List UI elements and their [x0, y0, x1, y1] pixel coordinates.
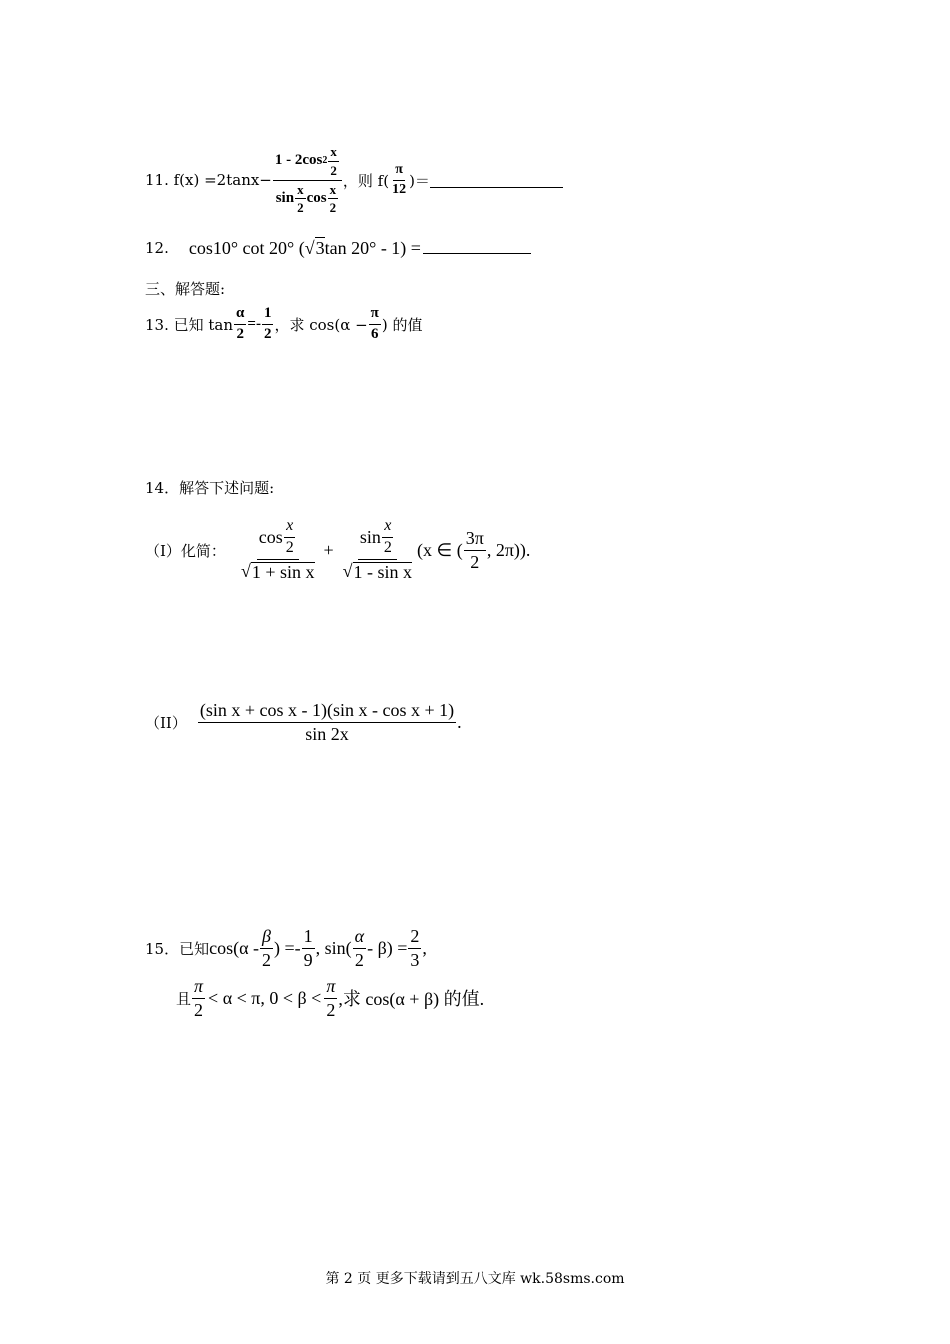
question-12 — [145, 230, 531, 266]
q15-pi-2: π — [324, 977, 337, 999]
q14-p1-label: （I）化简： — [145, 541, 226, 560]
q15-two-e: 2 — [326, 999, 336, 1020]
q15-alpha-fraction — [353, 927, 366, 970]
q14-p2-fraction — [198, 701, 456, 744]
q15-ninth-fraction — [302, 927, 315, 970]
q14-p1-sin: sin — [359, 527, 381, 548]
q14-p2-label: （II） — [145, 713, 187, 732]
q12-answer-blank — [423, 243, 531, 254]
q14-p1-den1: 1 + sin x — [251, 561, 315, 582]
q13-end: ) 的值 — [381, 315, 423, 334]
q14-p1-frac2 — [341, 518, 414, 581]
q11-prefix: 11. f(x) =2tanx− — [145, 171, 272, 189]
q14-p2-den: sin 2x — [305, 723, 349, 744]
q14-p2-num: (sin x + cos x - 1)(sin x - cos x + 1) — [198, 701, 456, 723]
q15-pi-half-fraction-1 — [192, 977, 205, 1020]
q13-two-a: 2 — [236, 325, 244, 342]
q15-pi-1: π — [192, 977, 205, 999]
q11-end: )＝ — [409, 171, 430, 190]
q11-twelve: 12 — [392, 181, 407, 197]
q14-p2-end: . — [457, 711, 462, 732]
q15-sin-open: , sin( — [315, 937, 352, 958]
q11-den-x1: x — [295, 183, 306, 200]
q12-sqrt-sign: √ — [304, 237, 315, 258]
q14-p1-cos: cos — [258, 527, 283, 548]
q11-arg-fraction — [390, 163, 408, 197]
q14-p1-two1: 2 — [285, 539, 294, 557]
q15-beta: β — [260, 927, 273, 949]
q13-mid: =- — [247, 315, 261, 332]
question-14-title: 14．解答下述问题: — [145, 479, 275, 497]
q15-nine: 9 — [303, 949, 313, 970]
q14-p1-domain-a: (x ∈ ( — [417, 539, 463, 560]
q11-num-x: x — [328, 145, 339, 162]
q13-pi-fraction — [369, 306, 381, 343]
q13-half-fraction — [262, 306, 274, 343]
q15-alpha: α — [353, 927, 366, 949]
q15-one: 1 — [302, 927, 315, 949]
q14-p1-two2: 2 — [383, 539, 392, 557]
q15-two-d: 2 — [194, 999, 204, 1020]
page-footer: 第 2 页 更多下载请到五八文库 wk.58sms.com — [325, 1271, 625, 1287]
q15-line2-b: < α < π, 0 < β < — [208, 987, 322, 1008]
q14-p1-x2: x — [382, 518, 393, 538]
q11-answer-blank — [430, 173, 563, 188]
question-14-part-2 — [145, 697, 462, 747]
q12-sqrt-value: 3 — [315, 238, 325, 258]
q11-den-x2: x — [328, 183, 339, 200]
q14-p1-sqrt1-sign: √ — [240, 561, 251, 582]
q15-line2-a: 且 — [176, 989, 192, 1008]
q12-expr-a: cos10° cot 20° ( — [188, 237, 305, 258]
q14-p1-3pi: 3π — [464, 529, 486, 551]
q15-three: 3 — [410, 949, 420, 970]
question-15-line-2 — [176, 972, 484, 1024]
q11-num-main: 1 - 2cos — [274, 152, 323, 169]
q11-pi: π — [393, 163, 405, 181]
q14-p1-x1: x — [284, 518, 295, 538]
q15-two-c: 2 — [408, 927, 421, 949]
q13-prefix: 13. 已知 tan — [145, 315, 234, 334]
q14-p1-domain-b: , 2π)). — [486, 539, 531, 560]
q11-mid: ，则 f( — [342, 171, 390, 190]
q13-mid2: ，求 cos(α − — [274, 315, 368, 334]
q13-pi: π — [369, 306, 381, 325]
q13-alpha-fraction — [234, 306, 246, 343]
q11-num-two: 2 — [330, 162, 337, 178]
q15-cos-open: cos(α - — [209, 937, 260, 958]
q15-two-thirds-fraction — [408, 927, 421, 970]
q15-two-b: 2 — [354, 949, 364, 970]
q13-two-b: 2 — [263, 325, 272, 342]
q11-den-sin: sin — [275, 189, 295, 206]
q11-fraction — [273, 145, 342, 215]
q15-label: 15．已知 — [145, 939, 210, 958]
q11-den-cos: cos — [306, 189, 327, 206]
q15-beta-fraction — [260, 927, 273, 970]
q15-two-a: 2 — [262, 949, 272, 970]
q14-p1-two3: 2 — [470, 551, 480, 572]
q15-line2-c: ,求 cos(α + β) 的值. — [338, 989, 485, 1009]
q14-p1-sqrt2-sign: √ — [342, 561, 353, 582]
q15-pi-half-fraction-2 — [324, 977, 337, 1020]
question-13 — [145, 302, 423, 346]
q14-p1-3pi-fraction — [464, 529, 486, 572]
question-14-part-1 — [145, 512, 530, 588]
q15-minus-beta: - β) = — [367, 937, 408, 958]
question-11 — [145, 140, 563, 220]
question-15-line-1 — [145, 922, 427, 974]
q11-num-sup: 2 — [322, 155, 328, 167]
q11-den-two1: 2 — [297, 200, 304, 216]
q13-one: 1 — [262, 306, 274, 325]
q13-alpha: α — [234, 306, 246, 325]
section-3-title: 三、解答题: — [145, 280, 226, 298]
q12-label: 12. — [145, 239, 169, 257]
q13-six: 6 — [371, 325, 379, 342]
q14-p1-frac1 — [239, 518, 317, 581]
q15-comma: , — [422, 937, 427, 958]
q14-p1-plus: + — [323, 539, 334, 560]
q12-expr-c: tan 20° - 1) = — [324, 237, 421, 258]
q14-p1-den2: 1 - sin x — [353, 561, 413, 582]
q15-eq1: ) =- — [274, 937, 301, 958]
q11-den-two2: 2 — [329, 200, 337, 216]
